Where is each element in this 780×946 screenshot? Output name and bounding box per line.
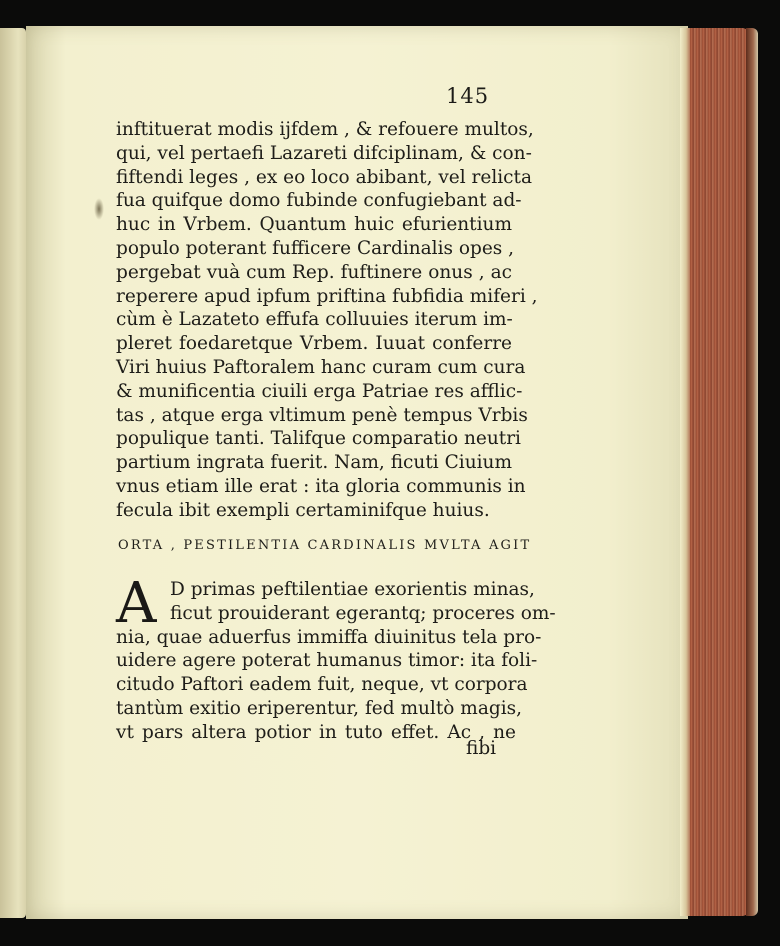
facing-page-edge — [0, 28, 26, 918]
text-line: tantùm exitio eriperentur, fed multò magis, — [116, 697, 522, 719]
text-line: tas , atque erga vltimum penè tempus Vrbis — [116, 404, 528, 426]
text-line: pergebat vuà cum Rep. fuftinere onus , ac — [116, 261, 512, 283]
text-line: D primas peftilentiae exorientis minas, — [170, 579, 535, 600]
page-number: 145 — [446, 84, 490, 108]
text-line: qui, vel pertaefi Lazareti difciplinam, & con- — [116, 142, 532, 164]
text-line: partium ingrata fuerit. Nam, ficuti Ciuium — [116, 452, 512, 474]
text-line: fua quifque domo fubinde confugiebant ad- — [116, 190, 522, 212]
text-line: uidere agere poterat humanus timor: ita foli- — [116, 650, 538, 672]
text-line: Viri huius Paftoralem hanc curam cum cura — [116, 356, 526, 378]
page-fold — [680, 28, 690, 916]
text-line: nia, quae aduerfus immiffa diuinitus tela pro- — [116, 626, 542, 648]
text-line: citudo Paftori eadem fuit, neque, vt corpora — [116, 674, 528, 696]
text-line: cùm è Lazateto effufa colluuies iterum im- — [116, 309, 513, 331]
paragraph-2 — [116, 571, 556, 745]
book-cover-edge — [746, 28, 758, 916]
catchword: fibi — [466, 738, 497, 759]
ink-stain — [94, 198, 104, 220]
text-line: inftituerat modis ijfdem , & refouere multos, — [116, 119, 534, 140]
text-line: fiftendi leges , ex eo loco abibant, vel relicta — [116, 166, 532, 188]
text-line: ficut prouiderant egerantq; proceres om- — [170, 602, 556, 624]
text-line: fecula ibit exempli certaminifque huius. — [116, 499, 490, 521]
text-line: vt pars altera potior in tuto effet. Ac , ne — [116, 721, 516, 743]
text-line: vnus etiam ille erat : ita gloria communis in — [116, 475, 526, 497]
text-line: populo poterant fufficere Cardinalis opes , — [116, 237, 515, 259]
text-line: populique tanti. Talifque comparatio neutri — [116, 428, 521, 450]
text-line: pleret foedaretque Vrbem. Iuuat conferre — [116, 333, 512, 355]
drop-cap: A — [116, 571, 157, 636]
text-line: & munificentia ciuili erga Patriae res afflic- — [116, 380, 523, 402]
paragraph-1 — [116, 118, 538, 523]
text-line: huc in Vrbem. Quantum huic efurientium — [116, 214, 512, 236]
section-heading: ORTA , PESTILENTIA CARDINALIS MVLTA AGIT — [118, 538, 532, 553]
page-edges — [684, 28, 750, 916]
text-line: reperere apud ipfum priftina fubfidia miferi , — [116, 285, 538, 307]
